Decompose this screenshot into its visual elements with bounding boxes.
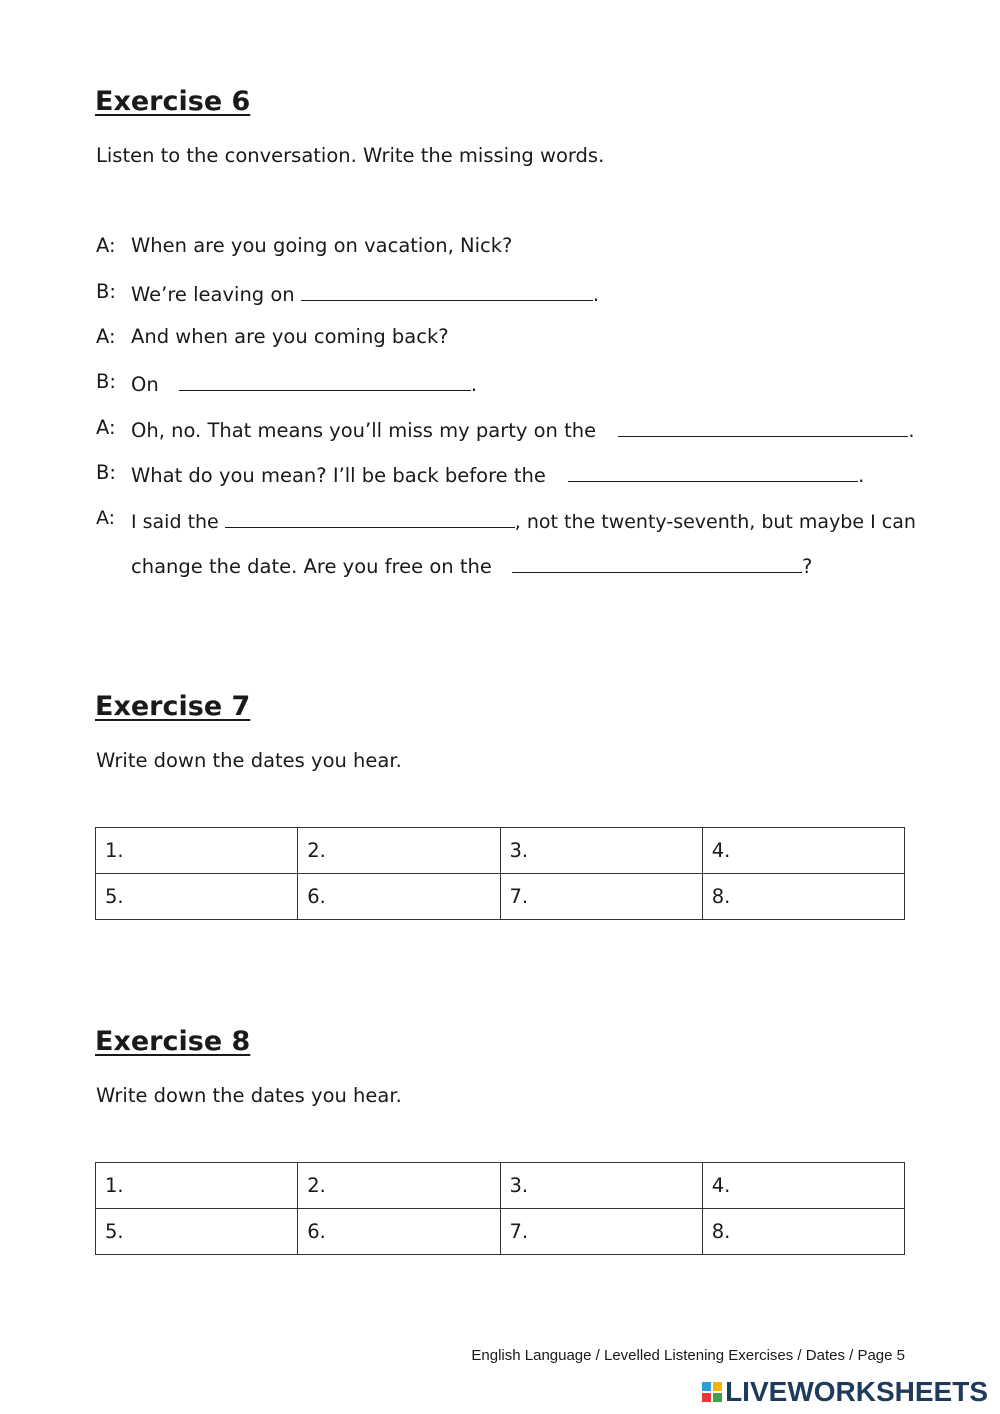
- exercise-7-answer-table: [95, 827, 905, 920]
- dialogue-text: And when are you coming back?: [131, 325, 449, 348]
- dialogue-text: I said the: [131, 511, 225, 533]
- dialogue-text: We’re leaving on: [131, 283, 301, 306]
- logo-text: LIVEWORKSHEETS: [725, 1376, 988, 1407]
- answer-blank-3[interactable]: [618, 416, 908, 437]
- exercise-8-answer-table: [95, 1162, 905, 1255]
- answer-cell[interactable]: 7.: [500, 1209, 702, 1255]
- speaker-label: A:: [96, 507, 116, 529]
- dialogue-text: When are you going on vacation, Nick?: [131, 234, 513, 257]
- answer-cell[interactable]: 1.: [96, 828, 298, 874]
- answer-cell[interactable]: 3.: [500, 1163, 702, 1209]
- liveworksheets-logo: [702, 1376, 988, 1408]
- answer-blank-6[interactable]: [512, 552, 802, 573]
- speaker-label: B:: [96, 280, 116, 303]
- page-footer: English Language / Levelled Listening Exercises / Dates / Page 5: [471, 1347, 905, 1364]
- speaker-label: A:: [96, 416, 116, 439]
- answer-blank-4[interactable]: [568, 461, 858, 482]
- table-row: [96, 1209, 905, 1255]
- exercise-7-title: Exercise 7: [95, 691, 251, 722]
- logo-grid-icon: [702, 1382, 722, 1402]
- answer-cell[interactable]: 7.: [500, 874, 702, 920]
- table-row: [96, 1163, 905, 1209]
- answer-cell[interactable]: 5.: [96, 874, 298, 920]
- answer-cell[interactable]: 2.: [298, 828, 500, 874]
- answer-cell[interactable]: 2.: [298, 1163, 500, 1209]
- dialogue-text: , not the twenty-seventh, but maybe I can: [514, 511, 916, 533]
- answer-cell[interactable]: 4.: [702, 828, 904, 874]
- dialogue-text: .: [858, 464, 865, 487]
- answer-cell[interactable]: 6.: [298, 1209, 500, 1255]
- speaker-label: B:: [96, 461, 116, 484]
- logo-icon-square: [713, 1393, 722, 1402]
- table-row: [96, 828, 905, 874]
- exercise-8-instruction: Write down the dates you hear.: [96, 1084, 402, 1107]
- exercise-7-instruction: Write down the dates you hear.: [96, 749, 402, 772]
- answer-cell[interactable]: 5.: [96, 1209, 298, 1255]
- answer-blank-5[interactable]: [225, 507, 515, 528]
- logo-icon-square: [713, 1382, 722, 1391]
- dialogue-text: .: [908, 419, 915, 442]
- table-row: [96, 874, 905, 920]
- answer-cell[interactable]: 6.: [298, 874, 500, 920]
- answer-cell[interactable]: 1.: [96, 1163, 298, 1209]
- exercise-8-title: Exercise 8: [95, 1026, 251, 1057]
- speaker-label: A:: [96, 234, 116, 257]
- dialogue-text: ?: [802, 555, 813, 578]
- answer-cell[interactable]: 8.: [702, 874, 904, 920]
- answer-blank-2[interactable]: [179, 370, 471, 391]
- answer-blank-1[interactable]: [301, 280, 593, 301]
- dialogue-text: On: [131, 373, 165, 396]
- exercise-6-instruction: Listen to the conversation. Write the missing words.: [96, 144, 605, 167]
- exercise-6-title: Exercise 6: [95, 86, 251, 117]
- dialogue-text: change the date. Are you free on the: [131, 555, 499, 578]
- answer-cell[interactable]: 8.: [702, 1209, 904, 1255]
- logo-icon-square: [702, 1393, 711, 1402]
- speaker-label: A:: [96, 325, 116, 348]
- answer-cell[interactable]: 3.: [500, 828, 702, 874]
- dialogue-text: .: [592, 283, 600, 306]
- dialogue-text: .: [470, 373, 478, 396]
- dialogue-text: Oh, no. That means you’ll miss my party on the: [131, 419, 603, 442]
- dialogue-text: What do you mean? I’ll be back before the: [131, 464, 553, 487]
- logo-icon-square: [702, 1382, 711, 1391]
- answer-cell[interactable]: 4.: [702, 1163, 904, 1209]
- speaker-label: B:: [96, 370, 116, 393]
